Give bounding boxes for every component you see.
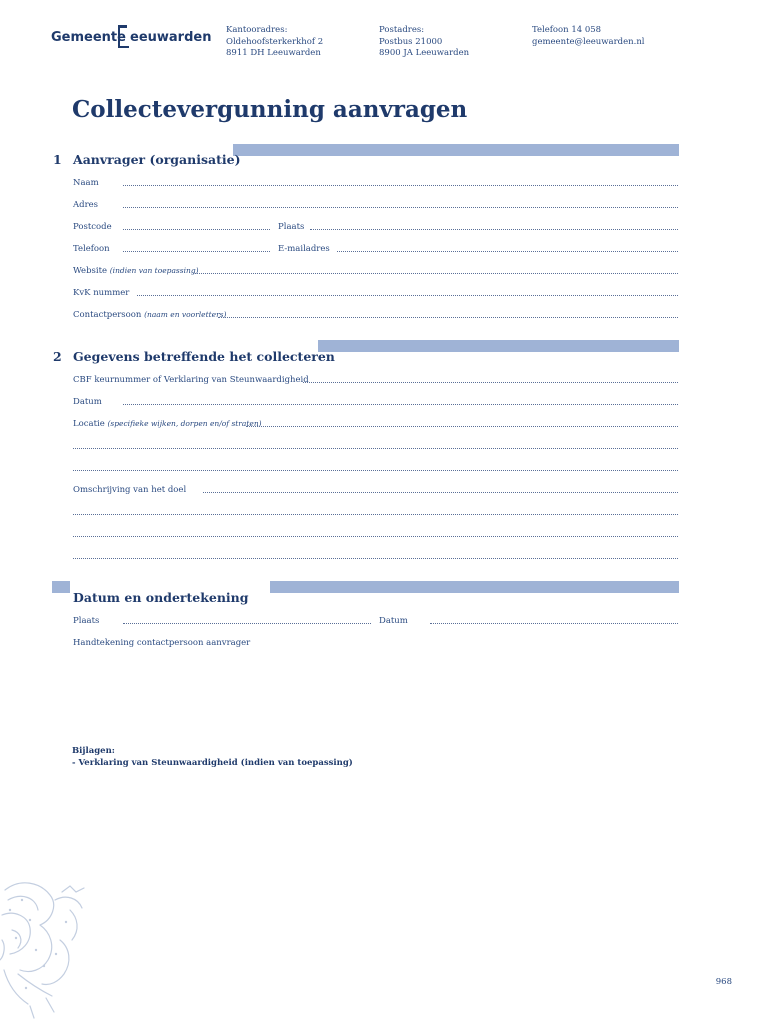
page-title: Collectevergunning aanvragen (72, 96, 468, 123)
contactpersoon-note: (naam en voorletters) (144, 310, 227, 319)
municipality-logo (51, 22, 212, 52)
postal-address-line: Postbus 21000 (379, 36, 443, 47)
cbf-label: CBF keurnummer of Verklaring van Steunwaardigheid (73, 375, 309, 385)
office-address (226, 25, 323, 60)
signature-label: Handtekening contactpersoon aanvrager (73, 638, 251, 648)
logo-bracket-icon (118, 25, 129, 48)
doel-field-line[interactable] (73, 514, 678, 515)
postal-address-line: Postadres: (379, 25, 425, 35)
postal-address (379, 25, 469, 60)
kvk-label: KvK nummer (73, 288, 130, 298)
website-label (73, 266, 199, 276)
locatie-field[interactable] (246, 426, 678, 427)
contactpersoon-label-text: Contactpersoon (73, 310, 142, 320)
locatie-field-line[interactable] (73, 448, 678, 449)
doel-field-line[interactable] (73, 558, 678, 559)
datum-field[interactable] (123, 404, 678, 405)
section-2-title: Gegevens betreffende het collecteren (73, 349, 335, 364)
adres-label: Adres (73, 200, 99, 210)
website-note: (indien van toepassing) (109, 266, 199, 275)
logo-word-gemeente: Gemeente (51, 30, 126, 45)
postcode-label: Postcode (73, 222, 112, 232)
postal-address-line: 8900 JA Leeuwarden (379, 48, 470, 58)
kvk-field[interactable] (137, 295, 678, 296)
contact-phone: Telefoon 14 058 (532, 25, 602, 35)
naam-field[interactable] (123, 185, 678, 186)
coat-of-arms-watermark (0, 870, 110, 1020)
office-address-line: Oldehoofsterkerkhof 2 (226, 36, 324, 47)
doel-field[interactable] (203, 492, 678, 493)
sign-datum-field[interactable] (430, 623, 678, 624)
postcode-field[interactable] (123, 229, 270, 230)
plaats-field[interactable] (310, 229, 678, 230)
doel-field-line[interactable] (73, 536, 678, 537)
section-1-number: 1 (53, 152, 62, 167)
locatie-label-text: Locatie (73, 419, 105, 429)
attachments-heading: Bijlagen: (72, 746, 115, 756)
locatie-label (73, 419, 262, 429)
office-address-line: 8911 DH Leeuwarden (226, 48, 321, 58)
office-address-line: Kantooradres: (226, 25, 288, 35)
logo-bracket-top (118, 25, 127, 28)
plaats-label: Plaats (278, 222, 305, 232)
locatie-field-line[interactable] (73, 470, 678, 471)
logo-word-leeuwarden: eeuwarden (130, 30, 212, 45)
section-3-title: Datum en ondertekening (73, 590, 249, 605)
page-number: 968 (715, 977, 732, 987)
attachments (72, 745, 353, 769)
locatie-note: (specifieke wijken, dorpen en/of straten) (107, 419, 262, 428)
contactpersoon-field[interactable] (218, 317, 678, 318)
sign-plaats-field[interactable] (123, 623, 371, 624)
email-field[interactable] (337, 251, 678, 252)
signature-area[interactable] (73, 655, 678, 735)
datum-label: Datum (73, 397, 102, 407)
contact-info (532, 25, 645, 48)
section-1-title: Aanvrager (organisatie) (73, 152, 241, 167)
section-2-number: 2 (53, 349, 62, 364)
telefoon-label: Telefoon (73, 244, 110, 254)
telefoon-field[interactable] (123, 251, 270, 252)
doel-label: Omschrijving van het doel (73, 485, 187, 495)
contactpersoon-label (73, 310, 226, 320)
naam-label: Naam (73, 178, 99, 188)
email-label: E-mailadres (278, 244, 330, 254)
contact-email: gemeente@leeuwarden.nl (532, 36, 645, 47)
attachments-item: - Verklaring van Steunwaardigheid (indien van toepassing) (72, 758, 353, 768)
sign-plaats-label: Plaats (73, 616, 100, 626)
cbf-field[interactable] (303, 382, 678, 383)
adres-field[interactable] (123, 207, 678, 208)
sign-datum-label: Datum (379, 616, 408, 626)
website-field[interactable] (193, 273, 678, 274)
website-label-text: Website (73, 266, 108, 276)
